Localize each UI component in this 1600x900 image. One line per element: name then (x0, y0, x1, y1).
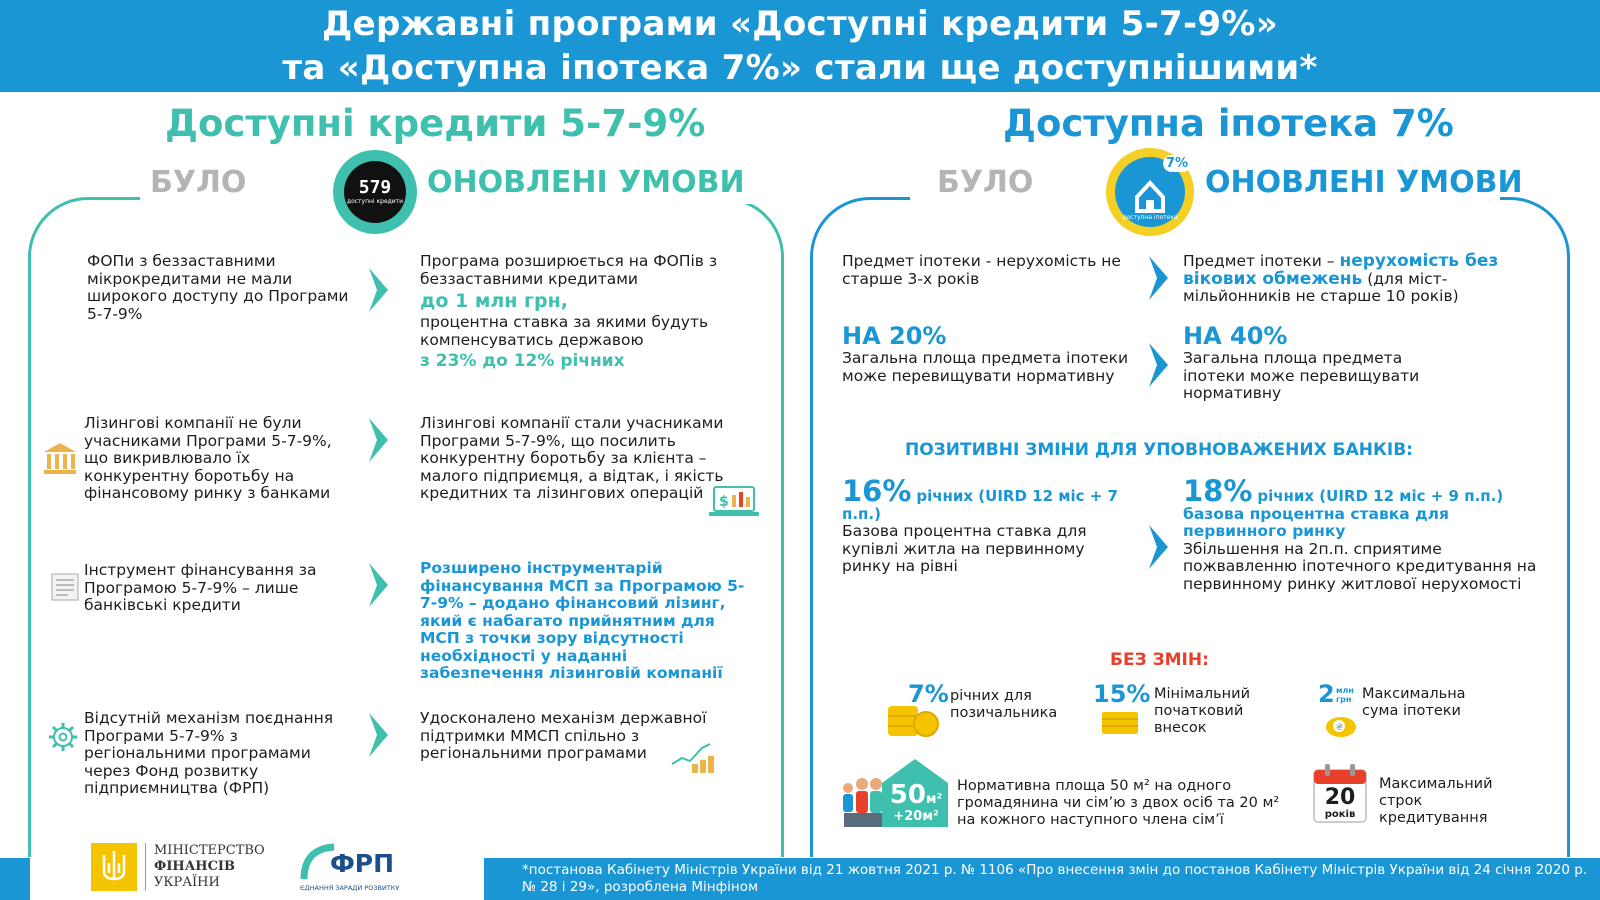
area-text: Нормативна площа 50 м² на одного громадянина чи сім’ю з двох осіб та 20 м² на кожного наступного члена сім’ї (957, 778, 1280, 828)
right-row1-new-a: Предмет іпотеки – (1183, 252, 1335, 270)
right-row3-new (1183, 474, 1558, 593)
right-row3-was-rate: 16% (842, 474, 912, 508)
area-unit: м² (925, 792, 943, 807)
laptop-dollar-icon (708, 485, 760, 523)
right-row1-new (1183, 253, 1518, 306)
chevron-right-icon (1146, 340, 1172, 390)
badge-579-number: 579 (358, 177, 392, 198)
area-value: 50 (889, 780, 926, 810)
left-row1-new-b: до 1 млн грн, (420, 290, 568, 312)
chevron-right-icon (366, 560, 392, 610)
left-was-label: БУЛО (150, 165, 247, 200)
badge-579-logo (333, 150, 417, 234)
left-row1-was: ФОПи з беззаставними мікрокредитами не мали широкого доступу до Програми 5-7-9% (87, 252, 349, 323)
document-icon (48, 572, 82, 606)
right-row3-new-rate: 18% (1183, 474, 1253, 508)
trident-icon (91, 843, 137, 891)
frp-tagline: ЄДНАННЯ ЗАРАДИ РОЗВИТКУ (300, 884, 400, 892)
positive-changes-title: ПОЗИТИВНІ ЗМІНИ ДЛЯ УПОВНОВАЖЕНИХ БАНКІВ: (905, 440, 1413, 460)
chevron-right-icon (1146, 522, 1172, 572)
left-row4-new: Удосконалено механізм державної підтримки ММСП спільно з регіональними програмами (420, 709, 707, 762)
footer-note: *постанова Кабінету Міністрів України від 21 жовтня 2021 р. № 1106 «Про внесення змін до постанов Кабінету Міністрів України від 24 січня 2020 р. № 28 і 29», розроблена Мінфіном (484, 858, 1600, 900)
frp-logo (300, 843, 430, 898)
left-row4-was: Відсутній механізм поєднання Програми 5-7-9% з регіональними програмами через Фонд розвитку підприємництва (ФРП) (84, 709, 334, 797)
chevron-right-icon (366, 265, 392, 315)
stat-maxsum-unit: млн грн (1336, 686, 1354, 704)
right-row3-was (842, 474, 1142, 576)
right-row1-new-b: нерухомість без вікових обмежень (1183, 251, 1499, 289)
area-badge (884, 780, 948, 824)
right-row2-new (1183, 322, 1423, 403)
left-row2-new: Лізингові компанії стали учасниками Програми 5-7-9%, що посилить конкурентну боротьбу за клієнта – малого підприємця, а відтак, і якість кредитних та лізингових операцій (420, 414, 724, 502)
svg-text:$: $ (719, 494, 729, 510)
ministry-line1: МІНІСТЕРСТВО (154, 843, 265, 858)
right-row2-new-text: Загальна площа предмета іпотеки може перевищувати нормативну (1183, 349, 1420, 402)
left-row1-new-c: процентна ставка за якими будуть компенсуватись державою (420, 313, 709, 349)
left-row3-was: Інструмент фінансування за Програмою 5-7-9% – лише банківські кредити (84, 561, 317, 614)
left-row2-was: Лізингові компанії не були учасниками Програми 5-7-9%, що викривлювало їх конкурентну боротьбу на фінансовому ринку з банками (84, 414, 332, 502)
right-row2-was-text: Загальна площа предмета іпотеки може перевищувати нормативну (842, 349, 1129, 385)
stat-maxsum-text: Максимальна сума іпотеки (1362, 686, 1466, 719)
right-section-title: Доступна іпотека 7% (1003, 102, 1454, 145)
right-row3-new-note: річних (UIRD 12 міс + 9 п.п.) (1257, 487, 1504, 505)
right-row3-was-text: Базова процентна ставка для купівлі житла на первинному ринку на рівні (842, 522, 1087, 575)
ministry-logo-text (154, 843, 265, 891)
right-row2-new-big: НА 40% (1183, 322, 1288, 350)
header-title-line1: Державні програми «Доступні кредити 5-7-9%» (322, 4, 1278, 44)
term-badge (1314, 787, 1366, 821)
gear-icon (48, 722, 78, 756)
left-row1-new-a: Програма розширюється на ФОПів з беззаставними кредитами (420, 252, 718, 288)
right-row2-was-big: НА 20% (842, 322, 947, 350)
stat-downpayment-text: Мінімальний початковий внесок (1154, 686, 1251, 736)
coin-bag-icon (1324, 712, 1358, 742)
right-row3-new-text: Збільшення на 2п.п. сприятиме пожвавленню іпотечного кредитування на первинному ринку житлової нерухомості (1183, 539, 1537, 593)
left-section-title: Доступні кредити 5-7-9% (165, 102, 706, 145)
ministry-line3: УКРАЇНИ (154, 875, 220, 890)
growth-coins-icon (670, 740, 718, 778)
ministry-logo-divider (145, 843, 146, 891)
right-row3-was-note: річних (UIRD 12 міс + 7 п.п.) (842, 487, 1118, 523)
header-title-line2: та «Доступна іпотека 7%» стали ще доступнішими* (282, 48, 1318, 88)
header-banner (0, 0, 1600, 92)
right-new-label: ОНОВЛЕНІ УМОВИ (1205, 165, 1523, 200)
badge-7-percent: 7% (1163, 155, 1191, 172)
right-row3-new-highlight: базова процентна ставка для первинного ринку (1183, 504, 1449, 540)
term-unit: років (1324, 809, 1356, 820)
stat-rate-text: річних для позичальника (950, 688, 1058, 721)
stat-downpayment-value: 15% (1093, 680, 1151, 708)
left-row1-new-d: з 23% до 12% річних (420, 351, 625, 371)
ministry-line2: ФІНАНСІВ (154, 859, 235, 874)
right-was-label: БУЛО (937, 165, 1034, 200)
area-extra: +20м² (893, 809, 939, 824)
footer-left-bar (0, 858, 30, 900)
stat-rate-value: 7% (908, 680, 949, 708)
cash-stack-icon (1100, 710, 1140, 740)
term-text: Максимальний строк кредитування (1379, 776, 1493, 826)
left-new-label: ОНОВЛЕНІ УМОВИ (427, 165, 745, 200)
badge-7-caption: доступна іпотека (1122, 214, 1178, 221)
left-row1-new (420, 253, 740, 373)
chevron-right-icon (1146, 253, 1172, 303)
right-row1-was: Предмет іпотеки - нерухомість не старше 3-х років (842, 252, 1121, 288)
right-row1-new-c: (для міст-мільйонників не старше 10 років) (1183, 269, 1459, 305)
left-row3-new: Розширено інструментарій фінансування МСП за Програмою 5-7-9% – додано фінансовий лізинг, який є набагато прийнятним для МСП з точки зору відсутності необхідності у наданні забезпечення лізинговій компанії (420, 559, 745, 682)
badge-579-caption: доступні кредити (346, 198, 404, 205)
right-row2-was (842, 322, 1142, 385)
term-value: 20 (1324, 785, 1356, 810)
chevron-right-icon (366, 710, 392, 760)
ministry-logo (91, 843, 265, 891)
svg-text:₴: ₴ (1336, 723, 1343, 733)
chevron-right-icon (366, 415, 392, 465)
no-change-title: БЕЗ ЗМІН: (1110, 650, 1209, 670)
stat-maxsum-value: 2 (1318, 680, 1335, 708)
bank-building-icon (42, 440, 78, 480)
frp-name: ФРП (330, 849, 395, 878)
badge-7-logo (1106, 148, 1194, 236)
